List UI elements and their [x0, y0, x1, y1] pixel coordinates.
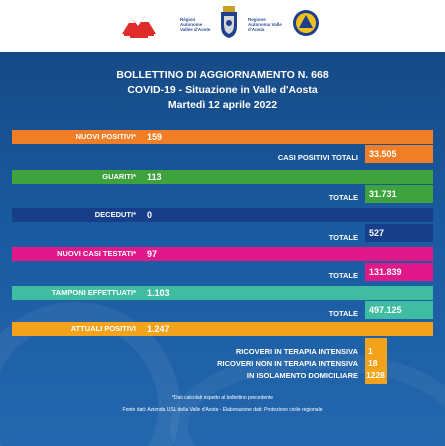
civil-protection-logo: [292, 9, 320, 37]
header-logos: [0, 0, 445, 52]
home-isolation-value: 1228: [366, 370, 385, 380]
bulletin-panel: [0, 52, 445, 446]
new-positives-label: NUOVI POSITIVI*: [12, 130, 142, 144]
tested-total-value: 131.839: [365, 263, 433, 281]
region-emblem-logo: [118, 10, 162, 40]
new-tested-value: 97: [142, 247, 433, 261]
non-icu-label: RICOVERI NON IN TERAPIA INTENSIVA: [217, 359, 358, 368]
swabs-value: 1.103: [142, 286, 433, 300]
swabs-total-value: 497.125: [365, 301, 433, 319]
bulletin-subtitle: COVID-19 - Situazione in Valle d'Aosta: [127, 84, 318, 96]
current-positives-label: ATTUALI POSITIVI: [12, 322, 142, 336]
swabs-label: TAMPONI EFFETTUATI*: [12, 286, 142, 300]
new-positives-value: 159: [142, 130, 433, 144]
footnote-calc: *Dati calcolati rispetto al bollettino precedente: [171, 395, 274, 401]
tested-total-label: TOTALE: [328, 271, 358, 280]
bulletin-title: BOLLETTINO DI AGGIORNAMENTO N. 668: [116, 69, 329, 81]
crest-logo: [220, 6, 238, 38]
footnote-source: Fonte dati: Azienda USL della Valle d'Aosta - Elaborazione dati: Protezione civile regionale: [122, 407, 323, 413]
bulletin-date: Martedì 12 aprile 2022: [167, 99, 278, 111]
deceased-value: 0: [142, 208, 433, 222]
deceased-total-value: 527: [365, 224, 433, 242]
new-tested-label: NUOVI CASI TESTATI*: [12, 247, 142, 261]
region-name-fr: Région Autonome Vallée d'Aoste: [180, 17, 211, 32]
icu-label: RICOVERI IN TERAPIA INTENSIVA: [235, 347, 358, 356]
total-positives-value: 33.505: [365, 145, 433, 163]
total-positives-label: CASI POSITIVI TOTALI: [277, 153, 358, 162]
deceased-label: DECEDUTI*: [12, 208, 142, 222]
recovered-label: GUARITI*: [12, 170, 142, 184]
deceased-total-label: TOTALE: [328, 233, 358, 242]
recovered-total-value: 31.731: [365, 185, 433, 203]
swabs-total-label: TOTALE: [328, 309, 358, 318]
home-isolation-label: IN ISOLAMENTO DOMICILIARE: [246, 371, 358, 380]
region-name-it: Regione Autonoma Valle d'Aosta: [248, 17, 282, 32]
icu-value: 1: [368, 346, 373, 356]
recovered-total-label: TOTALE: [328, 193, 358, 202]
current-positives-value: 1.247: [142, 322, 433, 336]
recovered-value: 113: [142, 170, 433, 184]
non-icu-value: 18: [368, 358, 378, 368]
